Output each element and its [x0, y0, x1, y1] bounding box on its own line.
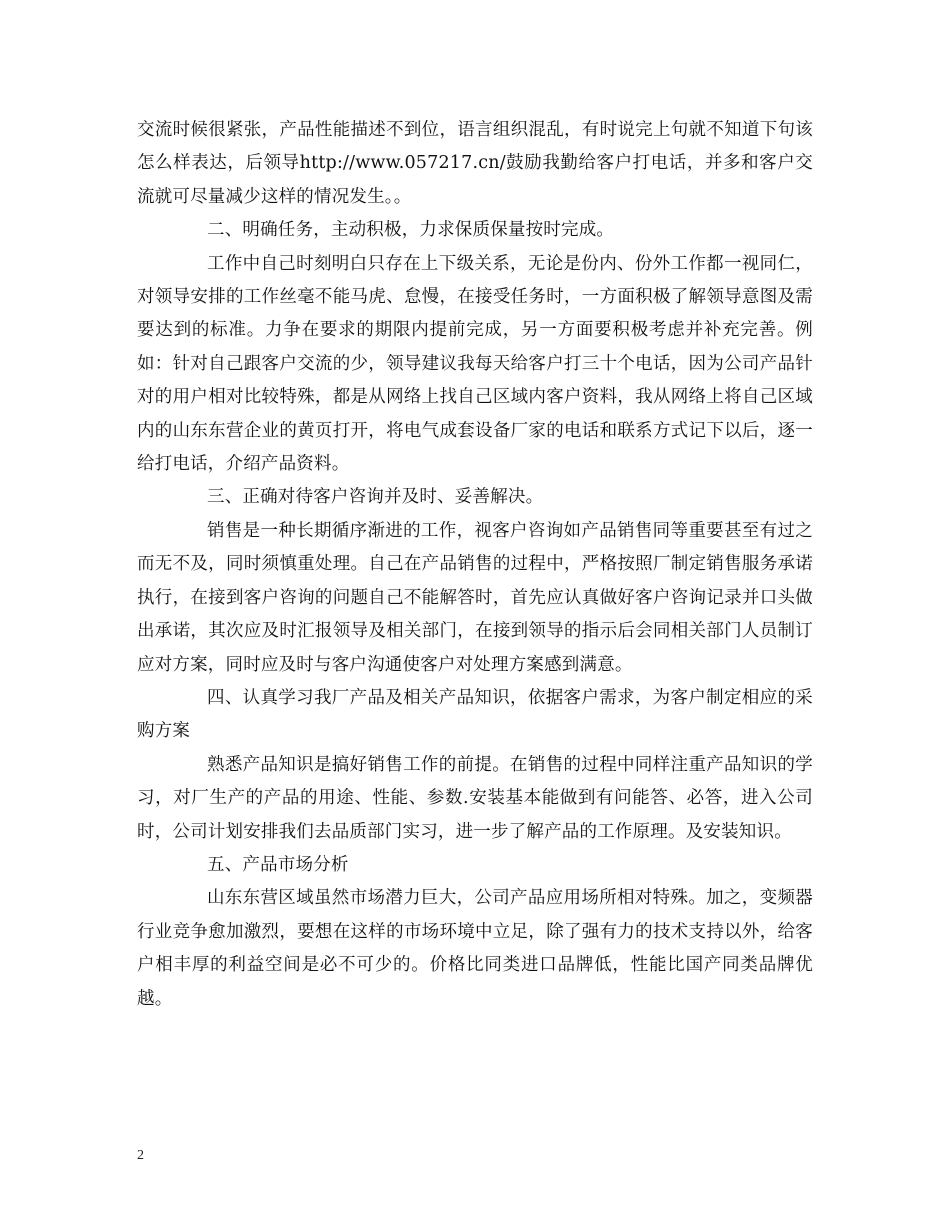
paragraph-task: 工作中自己时刻明白只存在上下级关系，无论是份内、份外工作都一视同仁，对领导安排的工作丝毫不能马虎、怠慢，在接受任务时，一方面积极了解领导意图及需要达到的标准。力争在要求的期限内提前完成，另一方面要积极考虑并补充完善。例如：针对自己跟客户交流的少，领导建议我每天给客户打三十个电话，因为公司产品针对的用户相对比较特殊，都是从网络上找自己区域内客户资料，我从网络上将自己区域内的山东东营企业的黄页打开，将电气成套设备厂家的电话和联系方式记下以后，逐一给打电话，介绍产品资料。 — [137, 253, 813, 475]
page-number: 2 — [137, 1148, 144, 1163]
section-heading-2: 二、明确任务，主动积极，力求保质保量按时完成。 — [207, 220, 615, 241]
paragraph-knowledge: 熟悉产品知识是搞好销售工作的前提。在销售的过程中同样注重产品知识的学习，对厂生产的产品的用途、性能、参数.安装基本能做到有问能答、必答，进入公司时，公司计划安排我们去品质部门实习，进一步了解产品的工作原理。及安装知识。 — [137, 754, 813, 842]
document-body — [137, 114, 813, 1016]
paragraph-consulting: 销售是一种长期循序渐进的工作，视客户咨询如产品销售同等重要甚至有过之而无不及，同时须慎重处理。自己在产品销售的过程中，严格按照厂制定销售服务承诺执行，在接到客户咨询的问题自己不能解答时，首先应认真做好客户咨询记录并口头做出承诺，其次应及时汇报领导及相关部门，在接到领导的指示后会同相关部门人员制订应对方案，同时应及时与客户沟通使客户对处理方案感到满意。 — [137, 520, 813, 675]
paragraph-market: 山东东营区域虽然市场潜力巨大，公司产品应用场所相对特殊。加之，变频器行业竞争愈加激烈，要想在这样的市场环境中立足，除了强有力的技术支持以外，给客户相丰厚的利益空间是必不可少的。价格比同类进口品牌低，性能比国产同类品牌优越。 — [137, 888, 813, 1009]
section-heading-4: 四、认真学习我厂产品及相关产品知识，依据客户需求，为客户制定相应的采购方案 — [137, 687, 813, 742]
paragraph-continuation: 交流时候很紧张，产品性能描述不到位，语言组织混乱，有时说完上句就不知道下句该怎么样表达，后领导http://www.057217.cn/鼓励我勤给客户打电话，并多和客户交流就可尽量减少这样的情况发生。。 — [137, 120, 813, 207]
section-heading-5: 五、产品市场分析 — [207, 854, 349, 875]
section-heading-3: 三、正确对待客户咨询并及时、妥善解决。 — [207, 487, 544, 508]
